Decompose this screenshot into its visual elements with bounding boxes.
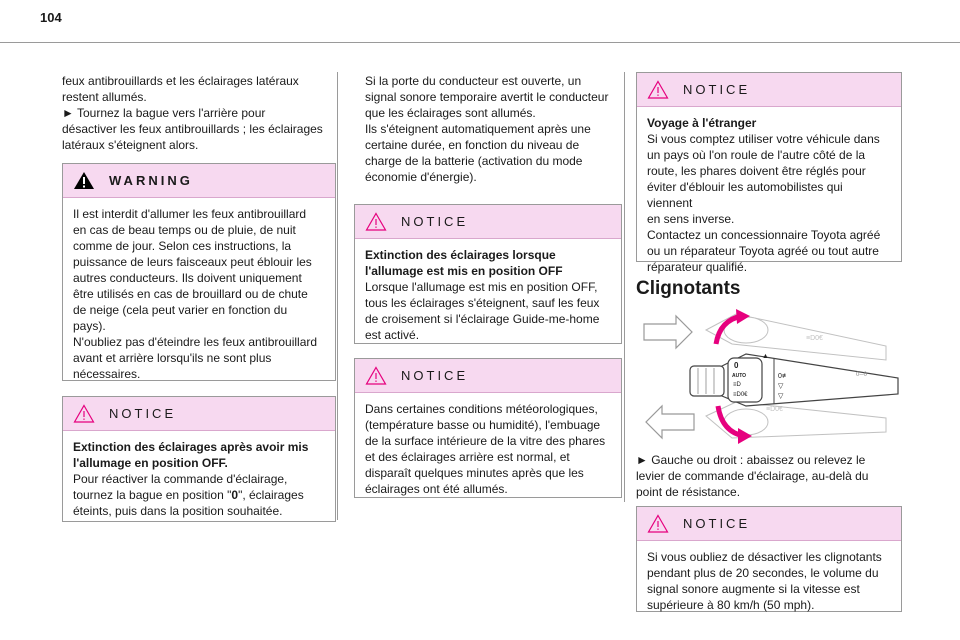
header-rule — [0, 42, 960, 43]
notice-icon — [647, 514, 669, 533]
text-line: nécessaires. — [73, 367, 141, 381]
text-line: Lorsque l'allumage est mis en position OFF, — [365, 280, 598, 294]
text-line: désactiver les feux antibrouillards ; les éclairages — [62, 122, 323, 136]
notice-header — [637, 507, 901, 541]
notice-icon — [647, 80, 669, 99]
text-line: charge de la batterie (activation du mode — [365, 154, 583, 168]
text-line: certaine durée, en fonction du niveau de — [365, 138, 580, 152]
notice-box — [62, 396, 336, 522]
warning-header — [63, 164, 335, 198]
text-line: levier de commande d'éclairage, au-delà du — [636, 469, 869, 483]
lever-main — [690, 353, 898, 406]
text-line: en cas de beau temps ou de pluie, de nuit — [73, 223, 296, 237]
text-line: ou un réparateur Toyota agréé ou tout autre — [647, 244, 879, 258]
text-line: restent allumés. — [62, 90, 147, 104]
notice-header — [355, 359, 621, 393]
notice-icon — [365, 212, 387, 231]
text-line: ► Gauche ou droit : abaissez ou relevez le — [636, 453, 866, 467]
notice-box — [636, 72, 902, 274]
col1-intro — [62, 73, 338, 153]
notice-box — [354, 358, 622, 498]
svg-text:▽: ▽ — [778, 383, 784, 390]
right-arrow-icon — [644, 316, 692, 348]
text-line: feux antibrouillards et les éclairages latéraux — [62, 74, 299, 88]
notice-label: NOTICE — [683, 82, 751, 97]
text-line: disparaît quelques minutes après que les — [365, 466, 584, 480]
warning-icon — [73, 171, 95, 190]
svg-text:0: 0 — [734, 361, 739, 370]
text-line: économie d'énergie). — [365, 170, 477, 184]
text-line: signal sonore temporaire avertit le conducteur — [365, 90, 609, 104]
notice-heading: l'allumage est mis en position OFF — [365, 264, 563, 278]
notice-label: NOTICE — [109, 406, 177, 421]
text-line: être utilisés en cas de brouillard ou de chute — [73, 287, 308, 301]
notice-box — [354, 204, 622, 344]
notice-icon — [73, 404, 95, 423]
notice-header — [63, 397, 335, 431]
text-line: tous les éclairages s'éteignent, sauf les feux — [365, 296, 600, 310]
column-rule-2 — [624, 72, 625, 502]
svg-text:0≢: 0≢ — [778, 373, 789, 380]
col2-intro — [365, 73, 621, 185]
notice-body — [355, 393, 621, 497]
notice-box — [636, 506, 902, 612]
text-line: ► Tournez la bague vers l'arrière pour — [62, 106, 266, 120]
text-line: éclairages ont été allumés. — [365, 482, 508, 496]
text-line: Ils s'éteignent automatiquement après une — [365, 122, 591, 136]
svg-text:≡D0€: ≡D0€ — [806, 335, 823, 342]
warning-box — [62, 163, 336, 381]
notice-header — [637, 73, 901, 107]
warning-label: WARNING — [109, 173, 193, 188]
notice-icon — [365, 366, 387, 385]
text-fragment: tournez la bague en position " — [73, 488, 232, 502]
text-line: avant et arrière lorsqu'ils ne sont plus — [73, 351, 272, 365]
text-line: réparateur qualifié. — [647, 260, 748, 274]
text-line: éteints, puis dans la position souhaitée. — [73, 504, 283, 518]
text-line: Si vous comptez utiliser votre véhicule dans — [647, 132, 880, 146]
text-line: autres conducteurs. Ils doivent uniquement — [73, 271, 302, 285]
notice-label: NOTICE — [401, 214, 469, 229]
notice-label: NOTICE — [683, 516, 751, 531]
page-number: 104 — [40, 10, 62, 25]
notice-body — [355, 239, 621, 343]
turn-signal-lever-illustration — [636, 306, 904, 446]
text-line: de neige (cela peut varier en fonction du — [73, 303, 288, 317]
text-line: Contactez un concessionnaire Toyota agréé — [647, 228, 881, 242]
text-line: comme de jour. Selon ces instructions, la — [73, 239, 292, 253]
notice-label: NOTICE — [401, 368, 469, 383]
text-line: de la surface intérieure de la vitre des phares — [365, 434, 606, 448]
text-line — [73, 487, 325, 503]
text-line: route, les phares doivent être réglés pour — [647, 164, 866, 178]
text-line: puissance de leurs faisceaux peut éblouir les — [73, 255, 312, 269]
text-line: supérieure à 80 km/h (50 mph). — [647, 598, 815, 612]
svg-text:▲: ▲ — [762, 353, 769, 360]
text-line: que les éclairages sont allumés. — [365, 106, 536, 120]
text-line: pays). — [73, 319, 106, 333]
text-line: Si vous oubliez de désactiver les clignotants — [647, 550, 882, 564]
notice-heading: Voyage à l'étranger — [647, 116, 757, 130]
notice-body — [63, 431, 335, 519]
notice-body — [637, 541, 901, 613]
notice-heading: l'allumage en position OFF. — [73, 456, 228, 470]
text-line: (température basse ou humidité), l'embuage — [365, 418, 601, 432]
svg-text:≡D0€: ≡D0€ — [766, 406, 783, 413]
text-line: signal sonore augmente si la vitesse est — [647, 582, 860, 596]
text-fragment: ", éclairages — [238, 488, 304, 502]
text-line: Si la porte du conducteur est ouverte, un — [365, 74, 582, 88]
notice-header — [355, 205, 621, 239]
text-line: point de résistance. — [636, 485, 741, 499]
warning-body — [63, 198, 335, 382]
notice-body — [637, 107, 901, 275]
text-line: pendant plus de 20 secondes, le volume du — [647, 566, 879, 580]
svg-text:≡D0€: ≡D0€ — [733, 392, 748, 398]
svg-text:0─0: 0─0 — [856, 372, 867, 378]
text-line: Dans certaines conditions météorologiques, — [365, 402, 598, 416]
notice-heading: Extinction des éclairages lorsque — [365, 248, 556, 262]
text-line: Pour réactiver la commande d'éclairage, — [73, 472, 288, 486]
svg-text:AUTO: AUTO — [732, 373, 747, 379]
svg-text:▽: ▽ — [778, 393, 784, 400]
text-line: éviter d'éblouir les automobilistes qui viennent — [647, 180, 843, 210]
text-line: de croisement si l'éclairage Guide-me-home — [365, 312, 600, 326]
text-line: Il est interdit d'allumer les feux antibrouillard — [73, 207, 307, 221]
text-line: en sens inverse. — [647, 212, 735, 226]
svg-text:≡D: ≡D — [733, 382, 741, 388]
turn-signal-figure — [636, 306, 904, 446]
position-zero: 0 — [231, 488, 239, 502]
figure-caption — [636, 452, 898, 500]
text-line: latéraux s'éteignent alors. — [62, 138, 199, 152]
text-line: et des éclairages arrière est normal, et — [365, 450, 570, 464]
section-title: Clignotants — [636, 278, 741, 299]
left-arrow-icon — [646, 406, 694, 438]
notice-heading: Extinction des éclairages après avoir mis — [73, 440, 309, 454]
text-line: N'oubliez pas d'éteindre les feux antibrouillard — [73, 335, 318, 349]
text-line: un pays où l'on roule de l'autre côté de la — [647, 148, 866, 162]
text-line: est activé. — [365, 328, 420, 342]
